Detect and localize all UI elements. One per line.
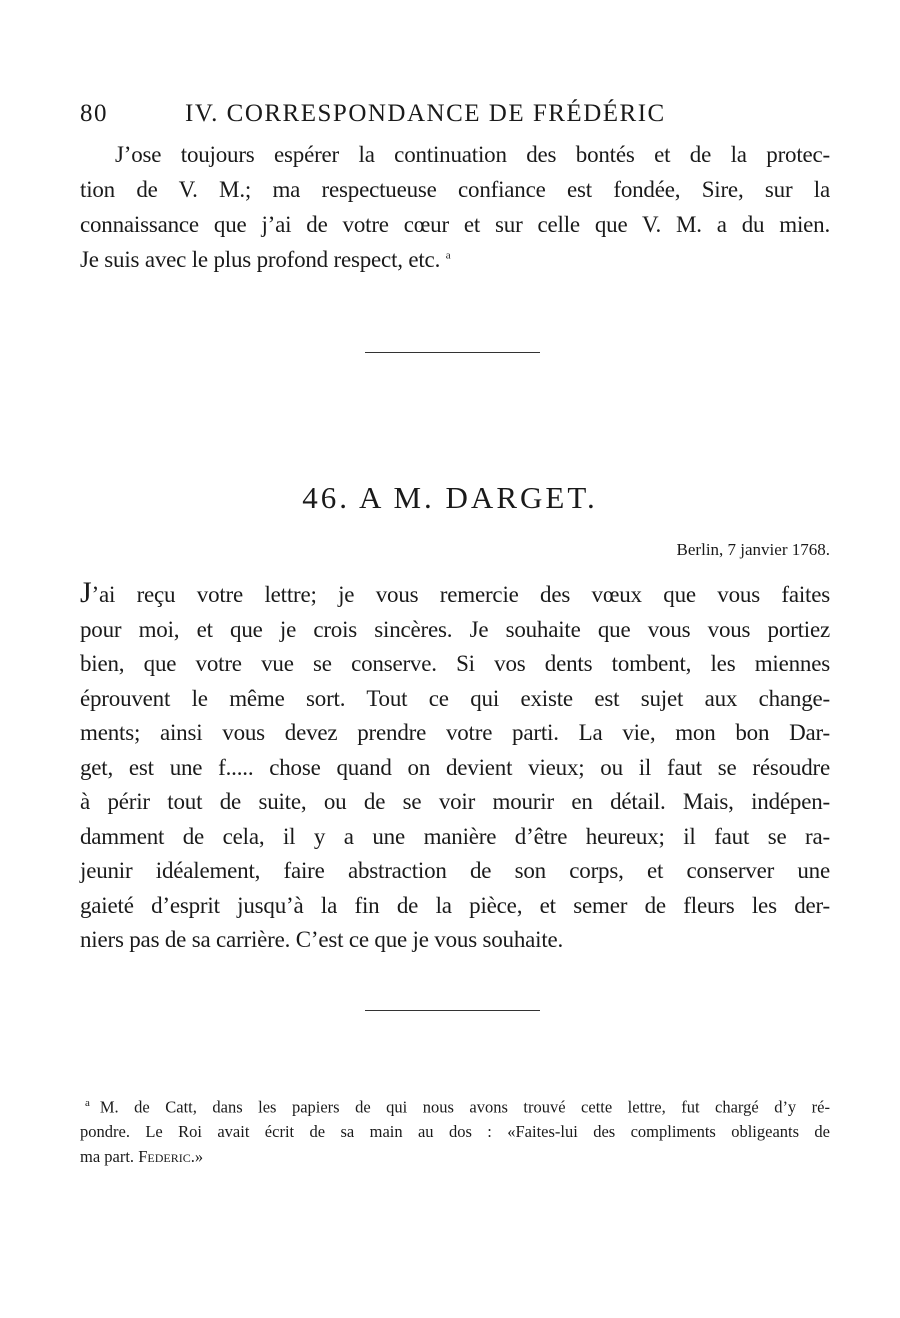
running-head — [80, 100, 740, 128]
initial-letter: J — [80, 576, 92, 609]
text-line: J’ai reçu votre lettre; je vous remercie des vœux que vous faites — [80, 576, 830, 609]
running-title: IV. CORRESPONDANCE DE FRÉDÉRIC — [185, 100, 666, 127]
text-line: jeunir idéalement, faire abstraction de son corps, et conserver une — [80, 858, 830, 883]
page-number: 80 — [80, 100, 108, 127]
dateline: Berlin, 7 janvier 1768. — [676, 540, 830, 559]
text-line: bien, que votre vue se conserve. Si vos dents tombent, les miennes — [80, 651, 830, 676]
footnote-line: $^a$ M. de Catt, dans les papiers de qui nous avons trouvé cette lettre, fut chargé d’y ré- — [85, 1097, 830, 1117]
footnote-marker: a — [445, 249, 451, 262]
section-divider — [365, 1010, 540, 1011]
text-line: ments; ainsi vous devez prendre votre parti. La vie, mon bon Dar- — [80, 720, 830, 745]
text-line: get, est une f..... chose quand on devient vieux; ou il faut se résoudre — [80, 754, 830, 780]
closing-quote: » — [194, 1147, 204, 1166]
text-line: tion de V. M.; ma respectueuse confiance est fondée, Sire, sur la — [80, 177, 830, 202]
text-line: damment de cela, il y a une manière d’être heureux; il faut se ra- — [80, 823, 830, 849]
text-line: connaissance que j’ai de votre cœur et sur celle que V. M. a du mien. — [80, 212, 830, 237]
footnote-line: pondre. Le Roi avait écrit de sa main au dos : «Faites-lui des compliments obligeants de — [80, 1122, 830, 1141]
text-line: J’ose toujours espérer la continuation des bontés et de la protec- — [115, 142, 830, 167]
text-line: niers pas de sa carrière. C’est ce que je vous souhaite. — [80, 927, 564, 952]
footnote-line: ma part. Federic.» — [80, 1147, 204, 1166]
text-line: gaieté d’esprit jusqu’à la fin de la pièce, et semer de fleurs les der- — [80, 892, 830, 918]
text-line: à périr tout de suite, ou de se voir mourir en détail. Mais, indépen- — [80, 789, 830, 814]
text-line: pour moi, et que je crois sincères. Je souhaite que vous vous portiez — [80, 616, 830, 642]
section-divider — [365, 352, 540, 353]
text-line: Je suis avec le plus profond respect, etc. $^a$ — [80, 247, 451, 272]
footnote-marker: a — [85, 1097, 90, 1109]
text-line: éprouvent le même sort. Tout ce qui existe est sujet aux change- — [80, 685, 830, 711]
letter-title: 46. A M. DARGET. — [302, 480, 598, 515]
footnote-signature: Federic. — [138, 1147, 195, 1166]
